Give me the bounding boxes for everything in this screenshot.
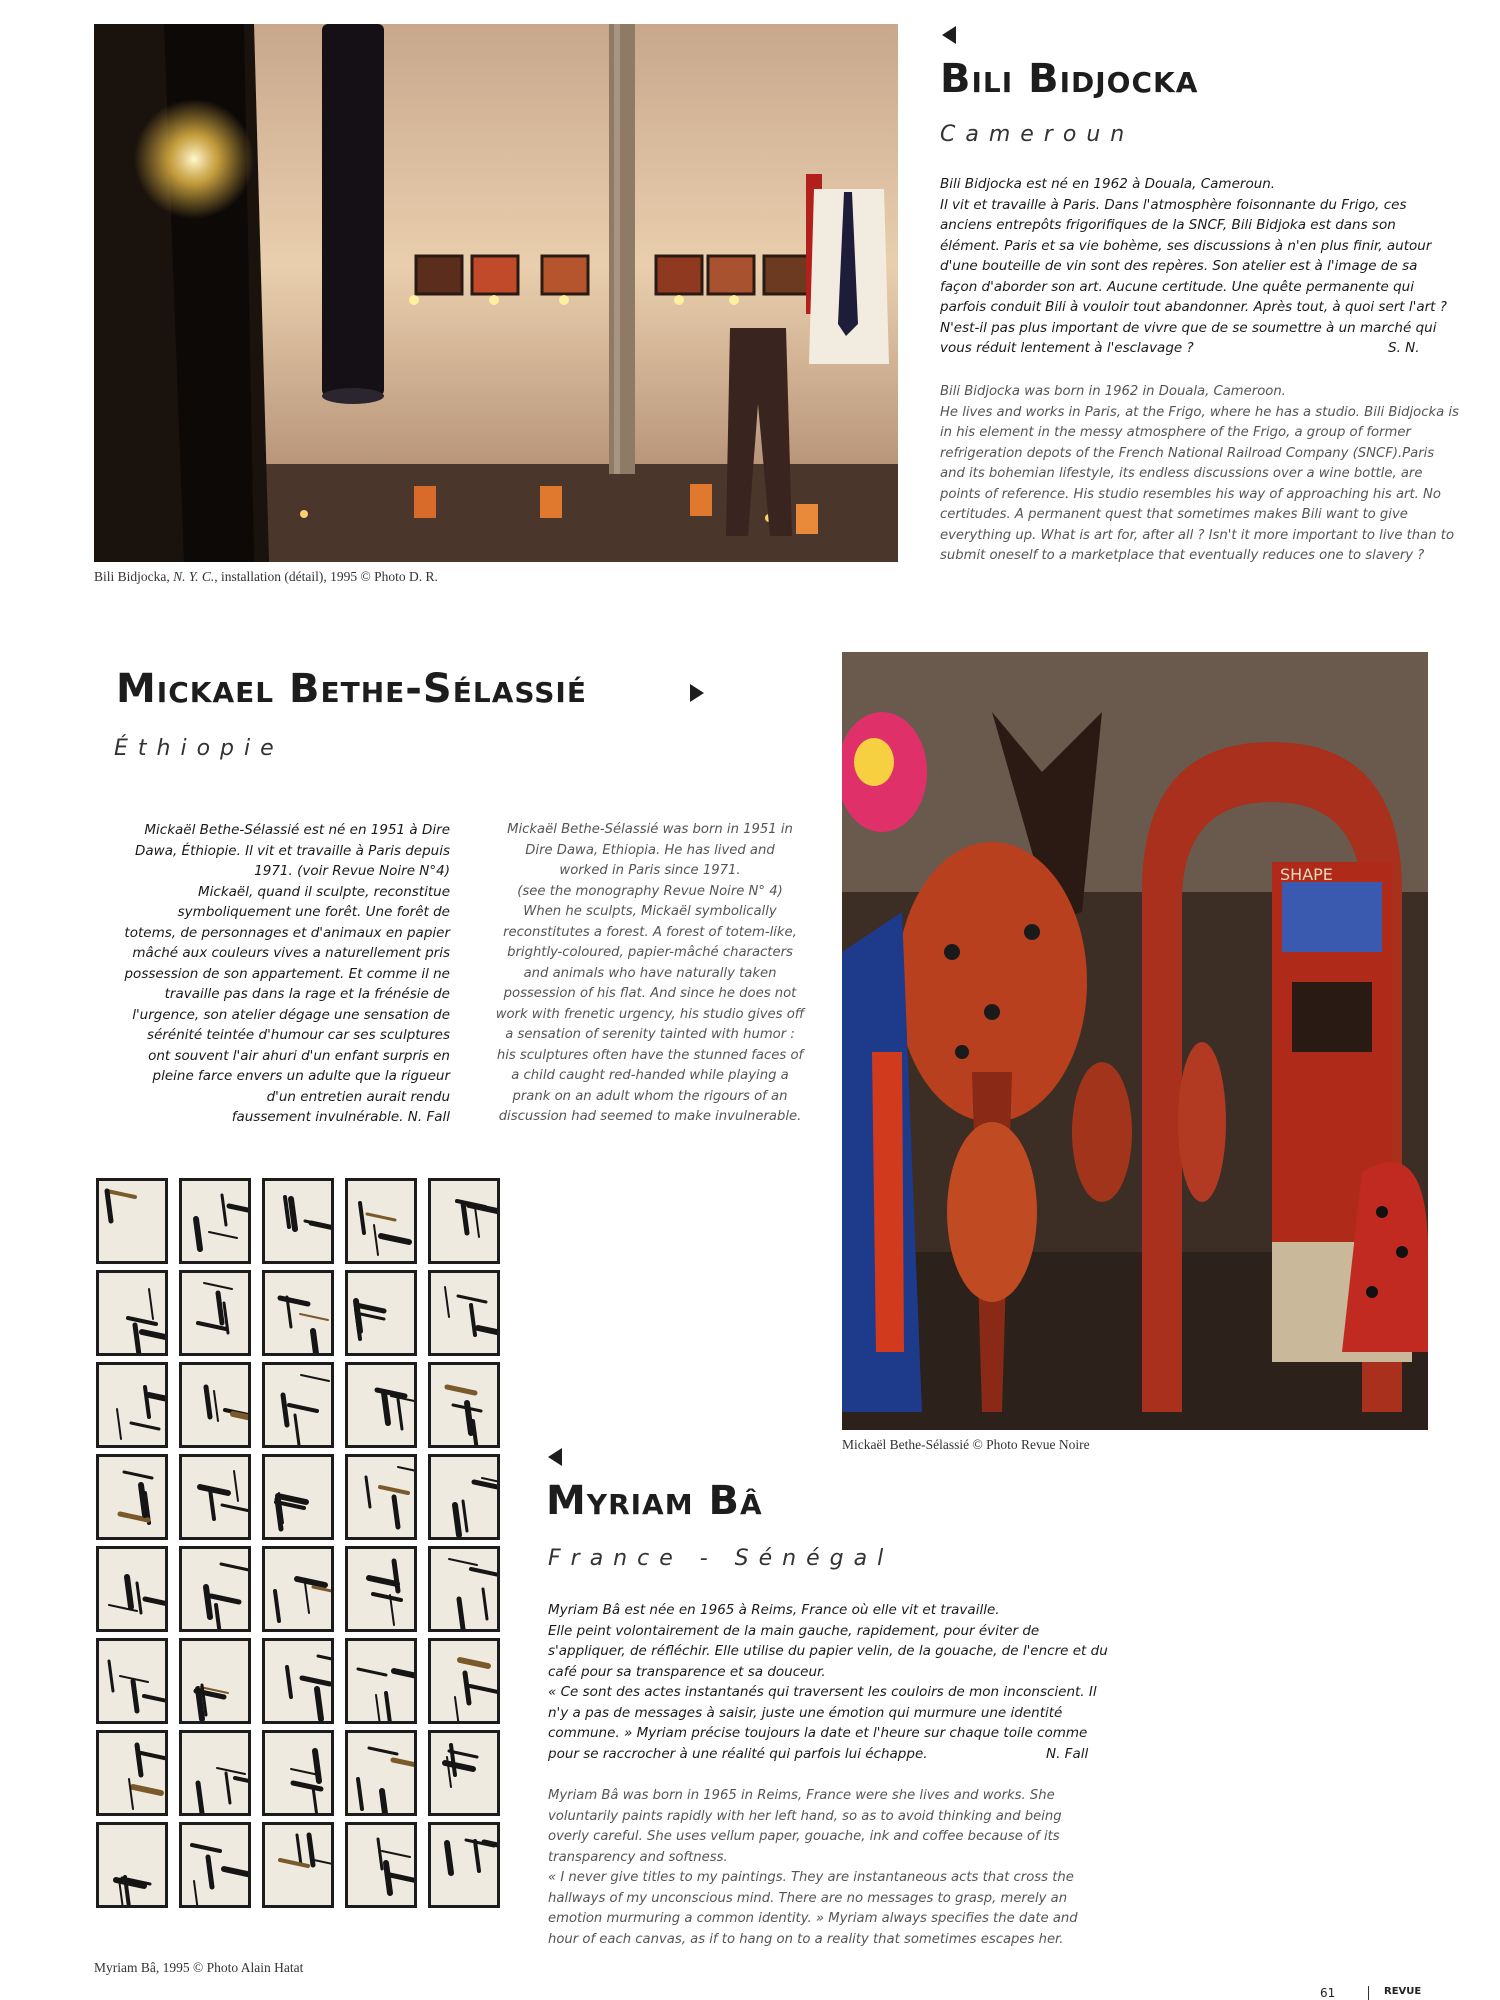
painting-tile: [345, 1638, 417, 1724]
painting-tile: [96, 1822, 168, 1908]
painting-tile: [96, 1454, 168, 1540]
bethe-country: Éthiopie: [114, 736, 284, 761]
sculptures-scene: [842, 652, 1428, 1430]
brush-strokes: [99, 1273, 165, 1353]
brush-strokes: [99, 1365, 165, 1445]
painting-tile: [179, 1730, 251, 1816]
brush-strokes: [182, 1825, 248, 1905]
left-arrow-icon: [942, 26, 956, 44]
painting-tile: [428, 1730, 500, 1816]
painting-tile: [262, 1822, 334, 1908]
caption-artist: Bili Bidjocka,: [94, 569, 174, 584]
brush-strokes: [182, 1549, 248, 1629]
ba-signature: N. Fall: [1046, 1746, 1089, 1762]
brush-strokes: [182, 1457, 248, 1537]
painting-tile: [262, 1638, 334, 1724]
brush-strokes: [182, 1733, 248, 1813]
painting-tile: [179, 1638, 251, 1724]
brush-strokes: [348, 1641, 414, 1721]
brush-strokes: [431, 1733, 497, 1813]
painting-tile: [428, 1454, 500, 1540]
painting-tile: [262, 1270, 334, 1356]
bethe-sculptures-photo: [842, 652, 1428, 1430]
brush-strokes: [99, 1641, 165, 1721]
bethe-photo-caption: Mickaël Bethe-Sélassié © Photo Revue Noire: [842, 1437, 1090, 1452]
brush-strokes: [348, 1273, 414, 1353]
hanging-shirt: [806, 174, 889, 364]
folio-divider: [1368, 1986, 1369, 2000]
brush-strokes: [431, 1457, 497, 1537]
brush-strokes: [265, 1825, 331, 1905]
sculpture-lettering: SHAPE: [1280, 865, 1333, 884]
brush-strokes: [99, 1825, 165, 1905]
ba-country: France - Sénégal: [548, 1546, 894, 1571]
bethe-name: Mickael Bethe-Sélassié: [116, 666, 587, 712]
bidjocka-text-en: Bili Bidjocka was born in 1962 in Douala, Cameroon. He lives and works in Paris, at the Frigo, where he has a studio. Bili Bidjocka is in his element in the messy atmosphere of the Frigo, a group of former refrigeration depots of the French National Railroad Company (SNCF).Paris and its bohemian lifestyle, its endless discussions over a wine bottle, are points of reference. His studio resembles his way of approaching his art. No certitudes. A permanent quest that sometimes makes Bili want to give everything up. What is art for, after all ? Isn't it more important to live than to submit oneself to a marketplace that eventually reduces one to slavery ?: [940, 384, 1459, 563]
brush-strokes: [431, 1365, 497, 1445]
brush-strokes: [431, 1181, 497, 1261]
brush-strokes: [348, 1181, 414, 1261]
bidjocka-installation-photo: [94, 24, 898, 562]
painting-tile: [345, 1270, 417, 1356]
ba-text-fr: Myriam Bâ est née en 1965 à Reims, France où elle vit et travaille. Elle peint volontairement de la main gauche, rapidement, pour éviter de s'appliquer, de réfléchir. Elle utilise du papier velin, de la gouache, de l'encre et du café pour sa transparence et sa douceur. « Ce sont des actes instantanés qui traversent les couloirs de mon inconscient. Il n'y a pas de messages à saisir, juste une émotion qui murmure une identité commune. » Myriam précise toujours la date et l'heure sur chaque toile comme pour se raccrocher à une réalité qui parfois lui échappe.: [548, 1602, 1108, 1762]
painting-tile: [428, 1270, 500, 1356]
ba-text-en: Myriam Bâ was born in 1965 in Reims, France were she lives and works. She voluntarily paints rapidly with her left hand, so as to avoid thinking and being overly careful. She uses vellum paper, gouache, ink and coffee because of its transparency and softness. « I never give titles to my paintings. They are instantaneous acts that cross the hallways of my unconscious mind. There are no messages to grasp, merely an emotion murmuring a common identity. » Myriam always specifies the date and hour of each canvas, as if to hang on to a reality that sometimes escapes her.: [548, 1788, 1078, 1947]
painting-tile: [262, 1730, 334, 1816]
brush-strokes: [182, 1641, 248, 1721]
brush-strokes: [431, 1641, 497, 1721]
painting-tile: [96, 1178, 168, 1264]
painting-tile: [345, 1178, 417, 1264]
ba-name: Myriam Bâ: [546, 1478, 763, 1524]
painting-tile: [428, 1638, 500, 1724]
page-number: 61: [1320, 1986, 1336, 2000]
painting-tile: [262, 1178, 334, 1264]
brush-strokes: [99, 1457, 165, 1537]
caption-work-title: N. Y. C.: [173, 569, 215, 584]
painting-tile: [428, 1178, 500, 1264]
brush-strokes: [348, 1733, 414, 1813]
painting-tile: [179, 1362, 251, 1448]
left-arrow-icon: [548, 1448, 562, 1466]
ba-paintings-grid: [96, 1178, 508, 1910]
brush-strokes: [348, 1549, 414, 1629]
bidjocka-country: Cameroun: [940, 122, 1135, 147]
brush-strokes: [348, 1457, 414, 1537]
brush-strokes: [265, 1733, 331, 1813]
painting-tile: [345, 1546, 417, 1632]
bidjocka-name: Bili Bidjocka: [940, 56, 1199, 102]
brush-strokes: [348, 1365, 414, 1445]
brush-strokes: [265, 1549, 331, 1629]
painting-tile: [428, 1546, 500, 1632]
bidjocka-photo-caption: [94, 569, 438, 585]
brush-strokes: [182, 1181, 248, 1261]
brush-strokes: [182, 1365, 248, 1445]
painting-tile: [96, 1730, 168, 1816]
painting-tile: [179, 1546, 251, 1632]
painting-tile: [345, 1822, 417, 1908]
brush-strokes: [99, 1733, 165, 1813]
bidjocka-text-fr: Bili Bidjocka est né en 1962 à Douala, Cameroun. Il vit et travaille à Paris. Dans l'atmosphère foisonnante du Frigo, ces anciens entrepôts frigorifiques de la SNCF, Bili Bidjoka est dans son élément. Paris et sa vie bohème, ses discussions à n'en plus finir, autour d'une bouteille de vin sont des repères. Son atelier est à l'image de sa façon d'aborder son art. Aucune certitude. Une quête permanente qui parfois conduit Bili à vouloir tout abandonner. Après tout, à quoi sert l'art ? N'est-il pas plus important de vivre que de se soumettre à un marché qui vous réduit lentement à l'esclavage ?: [940, 176, 1447, 356]
caption-details: , installation (détail), 1995 © Photo D. R.: [214, 569, 438, 584]
brush-strokes: [99, 1181, 165, 1261]
painting-tile: [262, 1454, 334, 1540]
installation-scene: [94, 24, 898, 562]
brush-strokes: [182, 1273, 248, 1353]
right-arrow-icon: [690, 684, 704, 702]
brush-strokes: [431, 1273, 497, 1353]
painting-tile: [179, 1178, 251, 1264]
painting-tile: [179, 1822, 251, 1908]
ba-photo-caption: Myriam Bâ, 1995 © Photo Alain Hatat: [94, 1960, 304, 1975]
painting-tile: [345, 1362, 417, 1448]
bethe-text-fr: Mickaël Bethe-Sélassié est né en 1951 à Dire Dawa, Éthiopie. Il vit et travaille à Paris depuis 1971. (voir Revue Noire N°4) Mickaël, quand il sculpte, reconstitue symboliquement une forêt. Une forêt de totems, de personnages et d'animaux en papier mâché aux couleurs vives a naturellement pris possession de son appartement. Et comme il ne travaille pas dans la rage et la frénésie de l'urgence, son atelier dégage une sensation de sérénité teintée d'humour car ses sculptures ont souvent l'air ahuri d'un enfant surpris en pleine farce envers un adulte que la rigueur d'un entretien aurait rendu faussement invulnérable. N. Fall: [124, 822, 450, 1125]
brush-strokes: [99, 1549, 165, 1629]
bethe-text-en: Mickaël Bethe-Sélassié was born in 1951 in Dire Dawa, Ethiopia. He has lived and worked in Paris since 1971. (see the monography Revue Noire N° 4) When he sculpts, Mickaël symbolically reconstitutes a forest. A forest of totem-like, brightly-coloured, papier-mâché characters and animals who have naturally taken possession of his flat. And since he does not work with frenetic urgency, his studio gives off a sensation of serenity tainted with humor : his sculptures often have the stunned faces of a child caught red-handed while playing a prank on an adult whom the rigours of an discussion had seemed to make invulnerable.: [495, 822, 805, 1124]
brush-strokes: [348, 1825, 414, 1905]
magazine-name: REVUE: [1384, 1986, 1422, 1997]
painting-tile: [262, 1546, 334, 1632]
painting-tile: [428, 1362, 500, 1448]
painting-tile: [96, 1270, 168, 1356]
painting-tile: [428, 1822, 500, 1908]
painting-tile: [179, 1270, 251, 1356]
painting-tile: [179, 1454, 251, 1540]
brush-strokes: [265, 1181, 331, 1261]
brush-strokes: [265, 1365, 331, 1445]
brush-strokes: [431, 1825, 497, 1905]
painting-tile: [96, 1638, 168, 1724]
brush-strokes: [431, 1549, 497, 1629]
brush-strokes: [265, 1273, 331, 1353]
brush-strokes: [265, 1457, 331, 1537]
painting-tile: [345, 1454, 417, 1540]
bidjocka-signature: S. N.: [1388, 340, 1420, 356]
brush-strokes: [265, 1641, 331, 1721]
painting-tile: [96, 1362, 168, 1448]
painting-tile: [262, 1362, 334, 1448]
painting-tile: [345, 1730, 417, 1816]
painting-tile: [96, 1546, 168, 1632]
